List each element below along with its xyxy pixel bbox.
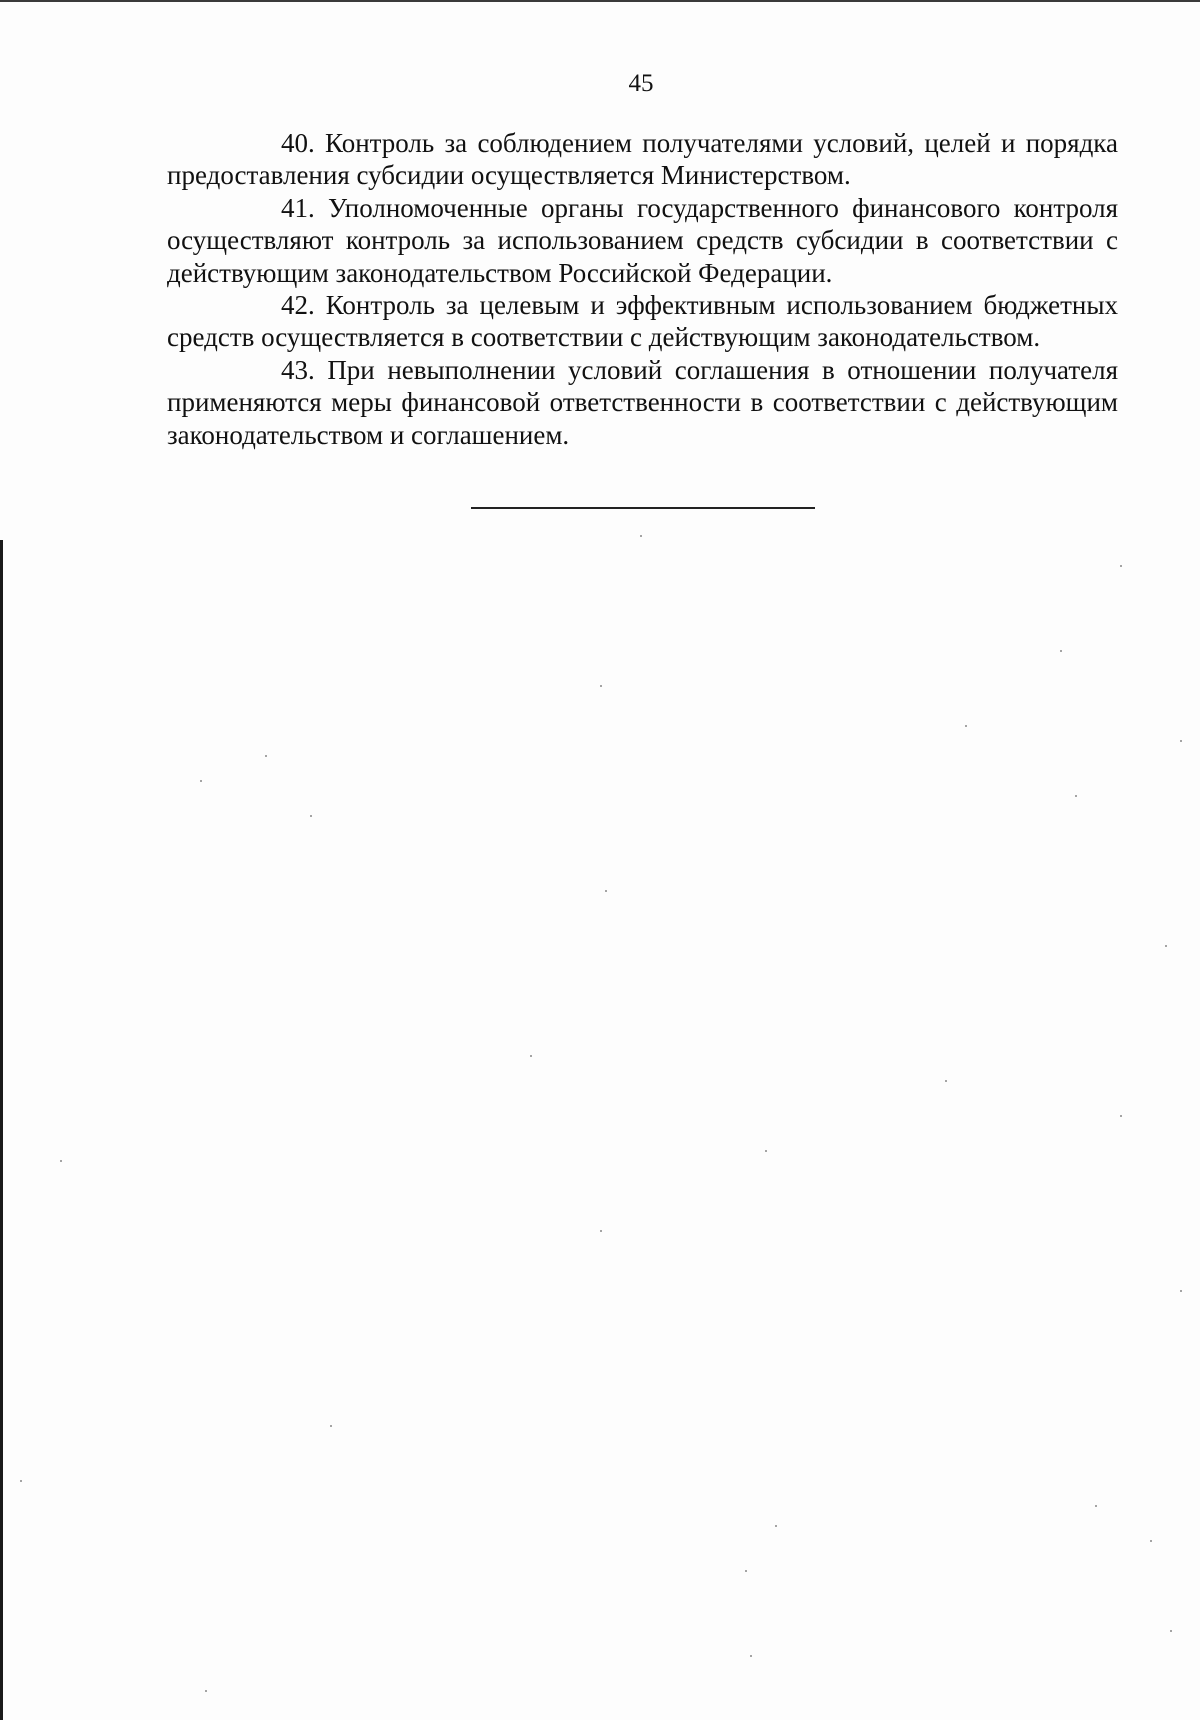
scan-speck xyxy=(1150,1540,1152,1542)
paragraph-text: При невыполнении условий соглашения в отношении получателя применяются меры финансовой ответственности в соответствии с действующим законодательством и соглашением. xyxy=(167,354,1118,450)
scan-speck xyxy=(1165,945,1167,947)
paragraph-text: Контроль за соблюдением получателями условий, целей и порядка предоставления субсидии осуществляется Министерством. xyxy=(167,128,1119,191)
scan-speck xyxy=(330,1425,332,1427)
scan-speck xyxy=(205,1690,207,1692)
scan-speck xyxy=(1120,1115,1122,1117)
paragraph-number: 42. xyxy=(281,290,315,321)
scan-speck xyxy=(745,1570,747,1572)
page-number: 45 xyxy=(628,70,654,97)
paragraph-text: Контроль за целевым и эффективным использованием бюджетных средств осуществляется в соответствии с действующим законодательством. xyxy=(167,290,1119,353)
scan-speck xyxy=(775,1525,777,1527)
paragraph-43 xyxy=(167,354,1118,451)
paragraph-41 xyxy=(167,192,1118,289)
scan-speck xyxy=(1120,565,1122,567)
end-of-text-rule xyxy=(471,507,815,509)
scan-speck xyxy=(1170,1630,1172,1632)
scan-edge-left xyxy=(0,540,3,1720)
scan-speck xyxy=(600,1230,602,1232)
scan-edge-top xyxy=(0,0,1200,2)
scan-speck xyxy=(310,815,312,817)
scan-speck xyxy=(965,725,967,727)
scan-speck xyxy=(60,1160,62,1162)
paragraph-number: 41. xyxy=(281,192,315,223)
scan-speck xyxy=(1095,1505,1097,1507)
scan-speck xyxy=(750,1655,752,1657)
paragraph-42 xyxy=(167,289,1118,354)
scan-speck xyxy=(1180,740,1182,742)
scan-speck xyxy=(765,1150,767,1152)
paragraph-text: Уполномоченные органы государственного финансового контроля осуществляют контроль за использованием средств субсидии в соответствии с действующим законодательством Российской Федерации. xyxy=(167,192,1119,288)
scan-speck xyxy=(530,1055,532,1057)
scan-speck xyxy=(640,535,642,537)
scan-speck xyxy=(20,1480,22,1482)
scan-speck xyxy=(200,780,202,782)
paragraph-number: 40. xyxy=(281,128,315,158)
scan-speck xyxy=(265,755,267,757)
scan-speck xyxy=(600,685,602,687)
scan-speck xyxy=(945,1080,947,1082)
scan-speck xyxy=(1180,1290,1182,1292)
paragraph-40 xyxy=(167,127,1118,192)
scan-speck xyxy=(605,890,607,892)
scan-speck xyxy=(1060,650,1062,652)
paragraph-number: 43. xyxy=(281,354,315,385)
scan-speck xyxy=(1075,795,1077,797)
document-body xyxy=(167,127,1118,451)
